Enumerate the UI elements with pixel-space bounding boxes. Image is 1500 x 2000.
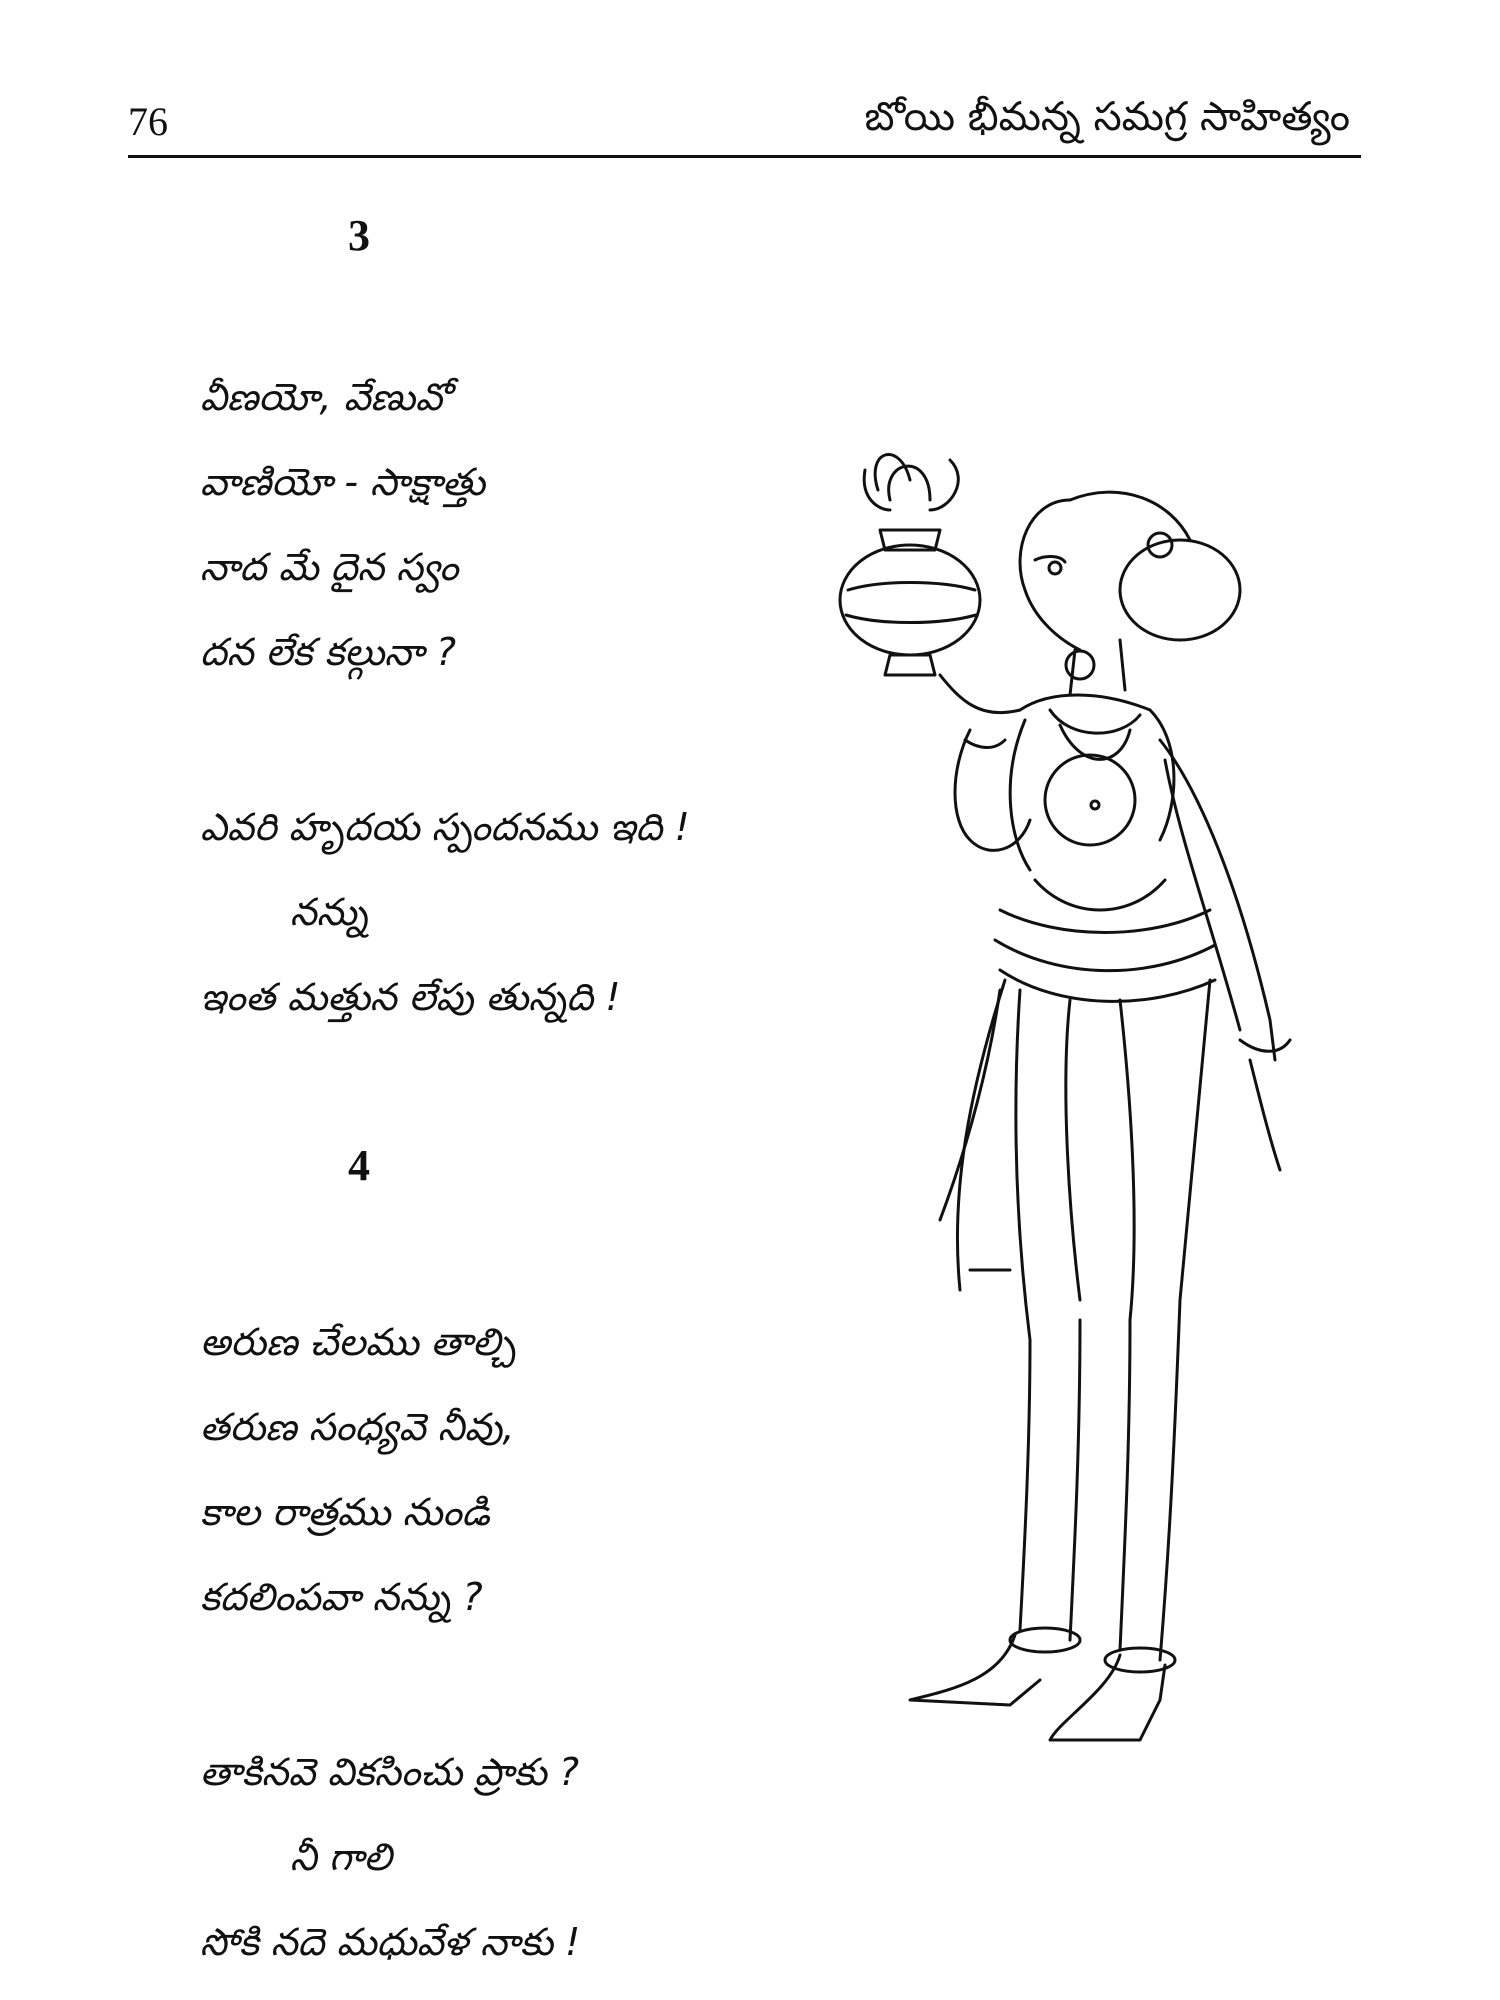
poem-line: సోకి నదె మధువేళ నాకు ! bbox=[200, 1920, 581, 1964]
poem-line: తరుణ సంధ్యవె నీవు, bbox=[200, 1405, 515, 1449]
poem-line: కదలింపవా నన్ను ? bbox=[200, 1575, 483, 1619]
poem-line: తాకినవె వికసించు ప్రాకు ? bbox=[200, 1750, 579, 1794]
poem-line: ఇంత మత్తున లేపు తున్నది ! bbox=[200, 975, 621, 1019]
poem-stanza bbox=[200, 355, 485, 695]
poem-line: దన లేక కల్గునా ? bbox=[200, 630, 457, 674]
poem-line: అరుణ చేలము తాల్చి bbox=[200, 1320, 516, 1364]
poem-line: ఎవరి హృదయ స్పందనము ఇది ! bbox=[200, 805, 690, 849]
poem-stanza bbox=[200, 785, 690, 1040]
page-number: 76 bbox=[128, 99, 168, 144]
poem-line: వాణియో - సాక్షాత్తు bbox=[200, 460, 485, 504]
section-number: 3 bbox=[348, 211, 370, 260]
poem-line: నీ గాలి bbox=[290, 1835, 392, 1879]
poem-stanza bbox=[200, 1300, 516, 1640]
poem-line: కాల రాత్రము నుండి bbox=[200, 1490, 490, 1534]
pot-icon bbox=[840, 455, 980, 675]
poem-line: నన్ను bbox=[290, 890, 368, 934]
poem-line: నాద మే దైన స్వం bbox=[200, 545, 459, 589]
header-rule bbox=[128, 155, 1361, 158]
poem-stanza bbox=[200, 1730, 580, 1985]
woman-with-pot-illustration bbox=[820, 440, 1380, 1910]
section-number: 4 bbox=[348, 1141, 370, 1190]
running-title: బోయి భీమన్న సమగ్ర సాహిత్యం bbox=[864, 94, 1350, 140]
poem-line: వీణయో, వేణువో bbox=[200, 375, 450, 419]
